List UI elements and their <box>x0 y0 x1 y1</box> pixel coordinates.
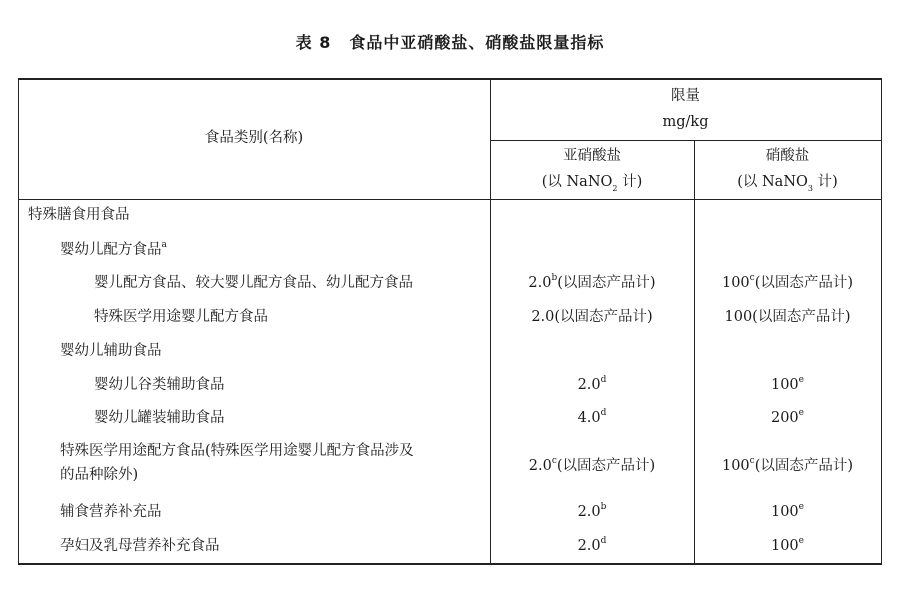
row-category-infant-complementary-group: 婴幼儿辅助食品 <box>60 343 162 359</box>
footnote-marker: d <box>600 375 607 386</box>
nitrite-value: 2.0(以固态产品计) <box>531 309 653 325</box>
nitrite-value <box>490 456 694 476</box>
nitrite-value <box>490 273 694 293</box>
table-bottom-rule <box>18 563 882 565</box>
nitrate-basis-subscript: 3 <box>807 183 813 193</box>
table-title-text: 食品中亚硝酸盐、硝酸盐限量指标 <box>349 33 605 52</box>
footnote-marker: c <box>749 456 755 467</box>
nitrate-value <box>694 408 881 428</box>
category-line-2: 的品种除外) <box>60 467 139 483</box>
table-number: 表 8 <box>295 33 332 52</box>
nitrate-value <box>694 456 881 476</box>
footnote-marker: b <box>551 273 558 284</box>
footnote-marker: d <box>600 536 607 547</box>
nitrate-basis-pre: (以 NaNO <box>737 174 808 190</box>
header-nitrite-basis <box>490 172 694 192</box>
value-note: (以固态产品计) <box>557 275 656 291</box>
table-top-rule <box>18 78 882 80</box>
footnote-marker: c <box>749 273 755 284</box>
value-text: 100 <box>770 377 799 393</box>
value-text: 4.0 <box>577 410 601 426</box>
category-label: 婴幼儿配方食品 <box>60 242 162 258</box>
header-nitrate: 硝酸盐 <box>765 148 810 164</box>
row-category-infant-formula: 婴儿配方食品、较大婴儿配方食品、幼儿配方食品 <box>94 275 413 291</box>
nitrate-value <box>694 273 881 293</box>
footnote-marker: e <box>798 375 804 386</box>
value-text: 100 <box>770 504 799 520</box>
header-limit: 限量 <box>671 88 700 104</box>
footnote-marker: b <box>600 502 607 513</box>
header-nitrite: 亚硝酸盐 <box>563 148 621 164</box>
value-text: 100 <box>721 458 750 474</box>
footnote-marker: e <box>798 502 804 513</box>
value-text: 2.0 <box>577 377 601 393</box>
header-nitrate-basis <box>694 172 881 192</box>
nitrite-basis-subscript: 2 <box>612 183 618 193</box>
footnote-marker: e <box>798 408 804 419</box>
value-text: 2.0 <box>528 458 552 474</box>
value-text: 2.0 <box>577 538 601 554</box>
footnote-marker: a <box>161 240 167 251</box>
table-title <box>0 30 900 53</box>
table-left-border <box>18 78 19 565</box>
header-bottom-rule <box>18 199 882 200</box>
value-text: 100 <box>721 275 750 291</box>
header-category: 食品类别(名称) <box>204 130 304 146</box>
row-category-special-medical-formula <box>60 441 414 485</box>
footnote-marker: c <box>551 456 557 467</box>
nitrite-value <box>490 536 694 556</box>
row-category-special-dietary: 特殊膳食用食品 <box>28 207 130 223</box>
nitrite-value <box>490 375 694 395</box>
row-category-canned-complementary: 婴幼儿罐装辅助食品 <box>94 410 225 426</box>
row-category-special-medical-infant-formula: 特殊医学用途婴儿配方食品 <box>94 309 268 325</box>
nitrate-value <box>694 502 881 522</box>
nitrite-basis-post: 计) <box>617 174 643 190</box>
table-right-border <box>881 78 882 565</box>
row-category-infant-formula-group <box>60 240 167 260</box>
value-note: (以固态产品计) <box>556 458 656 474</box>
value-text: 2.0 <box>528 275 552 291</box>
nitrate-value <box>694 375 881 395</box>
row-category-complementary-supplement: 辅食营养补充品 <box>60 504 162 520</box>
nitrite-value <box>490 408 694 428</box>
value-note: (以固态产品计) <box>754 458 854 474</box>
category-line-1: 特殊医学用途配方食品(特殊医学用途婴儿配方食品涉及 <box>60 443 414 459</box>
header-unit: mg/kg <box>662 114 709 130</box>
nitrate-value <box>694 536 881 556</box>
footnote-marker: e <box>798 536 804 547</box>
value-text: 100 <box>770 538 799 554</box>
nitrate-value: 100(以固态产品计) <box>724 309 851 325</box>
row-category-maternal-supplement: 孕妇及乳母营养补充食品 <box>60 538 220 554</box>
footnote-marker: d <box>600 408 607 419</box>
nitrate-basis-post: 计) <box>813 174 838 190</box>
nitrite-basis-pre: (以 NaNO <box>541 174 613 190</box>
row-category-cereal-complementary: 婴幼儿谷类辅助食品 <box>94 377 225 393</box>
nitrite-value <box>490 502 694 522</box>
value-text: 200 <box>770 410 799 426</box>
limit-header-rule <box>490 140 882 141</box>
value-text: 2.0 <box>577 504 601 520</box>
value-note: (以固态产品计) <box>754 275 854 291</box>
